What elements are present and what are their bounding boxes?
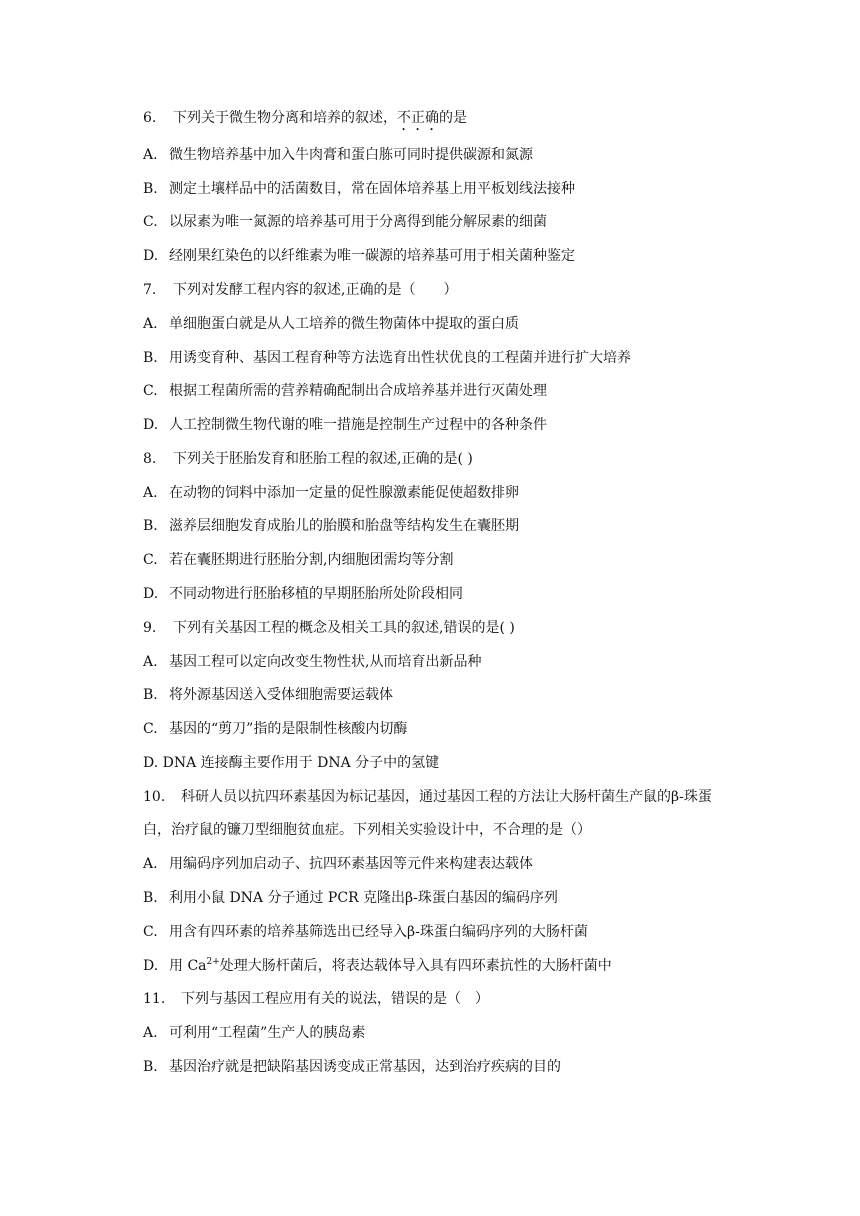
option-label: A.: [143, 147, 158, 163]
option-b: [143, 515, 823, 537]
question-stem-text: 下列关于微生物分离和培养的叙述，: [173, 110, 397, 126]
option-label: B.: [143, 687, 158, 703]
option-b: [143, 178, 823, 200]
option-text: 在动物的饲料中添加一定量的促性腺激素能促使超数排卵: [169, 485, 519, 501]
option-text: 将外源基因送入受体细胞需要运载体: [169, 687, 393, 703]
option-label: C.: [143, 924, 158, 940]
option-c: [143, 380, 823, 402]
question-stem-text: 下列对发酵工程内容的叙述,正确的是（ ）: [173, 282, 458, 298]
option-text: 经刚果红染色的以纤维素为唯一碳源的培养基可用于相关菌种鉴定: [169, 248, 575, 264]
option-text: DNA 连接酶主要作用于 DNA 分子中的氢键: [162, 755, 440, 771]
option-b: [143, 887, 823, 909]
option-label: C.: [143, 721, 158, 737]
option-label: B.: [143, 181, 158, 197]
option-text: 若在囊胚期进行胚胎分割,内细胞团需均等分割: [169, 552, 454, 568]
option-label: A.: [143, 485, 158, 501]
option-a: [143, 144, 823, 166]
option-text: 不同动物进行胚胎移植的早期胚胎所处阶段相同: [169, 586, 463, 602]
question-stem-text: 白，治疗鼠的镰刀型细胞贫血症。下列相关实验设计中，不合理的是（）: [143, 822, 591, 838]
option-text: 用诱变育种、基因工程育种等方法选育出性状优良的工程菌并进行扩大培养: [169, 350, 631, 366]
question-stem-text: 下列与基因工程应用有关的说法，错误的是（ ）: [181, 991, 489, 1007]
option-d: [143, 752, 823, 774]
option-text: 基因工程可以定向改变生物性状,从而培育出新品种: [169, 654, 482, 670]
option-a: [143, 853, 823, 875]
option-label: A.: [143, 316, 158, 332]
question-stem-text: 下列关于胚胎发育和胚胎工程的叙述,正确的是( ): [173, 451, 473, 467]
question-number: 7.: [143, 282, 157, 298]
question-10-stem-continued: [143, 819, 823, 841]
option-b: [143, 347, 823, 369]
option-b: [143, 1056, 823, 1078]
question-11-stem: [143, 988, 823, 1010]
option-label: D.: [143, 755, 159, 771]
option-d: [143, 245, 823, 267]
option-label: B.: [143, 1059, 158, 1075]
option-d: [143, 955, 823, 977]
question-number: 10.: [143, 789, 166, 805]
option-c: [143, 921, 823, 943]
question-number: 9.: [143, 620, 157, 636]
option-label: D.: [143, 586, 159, 602]
option-a: [143, 313, 823, 335]
question-stem-text: 的是: [439, 110, 467, 126]
option-label: A.: [143, 1025, 158, 1041]
option-label: D.: [143, 958, 159, 974]
option-c: [143, 549, 823, 571]
question-6-stem: [143, 107, 823, 134]
option-d: [143, 414, 823, 436]
option-text: 处理大肠杆菌后，将表达载体导入具有四环素抗性的大肠杆菌中: [219, 958, 612, 974]
option-c: [143, 718, 823, 740]
option-text: 利用小鼠 DNA 分子通过 PCR 克隆出β-珠蛋白基因的编码序列: [169, 890, 558, 906]
option-d: [143, 583, 823, 605]
option-text: 用 Ca: [169, 958, 207, 974]
question-9-stem: [143, 617, 823, 639]
question-stem-text: 科研人员以抗四环素基因为标记基因，通过基因工程的方法让大肠杆菌生产鼠的β-珠蛋: [181, 789, 712, 805]
option-text: 用编码序列加启动子、抗四环素基因等元件来构建表达载体: [169, 856, 533, 872]
option-label: A.: [143, 654, 158, 670]
option-label: D.: [143, 417, 159, 433]
option-text: 基因治疗就是把缺陷基因诱变成正常基因，达到治疗疾病的目的: [169, 1059, 561, 1075]
option-text: 滋养层细胞发育成胎儿的胎膜和胎盘等结构发生在囊胚期: [169, 518, 519, 534]
option-label: B.: [143, 518, 158, 534]
option-text: 微生物培养基中加入牛肉膏和蛋白胨可同时提供碳源和氮源: [169, 147, 533, 163]
option-text: 以尿素为唯一氮源的培养基可用于分离得到能分解尿素的细菌: [169, 214, 547, 230]
question-number: 11.: [143, 991, 166, 1007]
question-stem-text: 下列有关基因工程的概念及相关工具的叙述,错误的是( ): [173, 620, 515, 636]
question-8-stem: [143, 448, 823, 470]
option-text: 根据工程菌所需的营养精确配制出合成培养基并进行灭菌处理: [169, 383, 547, 399]
question-10-stem: [143, 786, 823, 808]
option-label: D.: [143, 248, 159, 264]
option-text: 可利用“工程菌”生产人的胰岛素: [169, 1025, 366, 1041]
option-text: 用含有四环素的培养基筛选出已经导入β-珠蛋白编码序列的大肠杆菌: [169, 924, 588, 940]
option-label: B.: [143, 350, 158, 366]
emphasized-text: 不正确: [397, 110, 439, 126]
option-label: A.: [143, 856, 158, 872]
option-text: 基因的“剪刀”指的是限制性核酸内切酶: [169, 721, 408, 737]
question-number: 6.: [143, 110, 157, 126]
question-7-stem: [143, 279, 823, 301]
option-a: [143, 651, 823, 673]
option-text: 单细胞蛋白就是从人工培养的微生物菌体中提取的蛋白质: [169, 316, 519, 332]
option-text: 人工控制微生物代谢的唯一措施是控制生产过程中的各种条件: [169, 417, 547, 433]
option-label: C.: [143, 214, 158, 230]
question-number: 8.: [143, 451, 157, 467]
superscript-charge: 2+: [206, 957, 220, 967]
option-label: C.: [143, 552, 158, 568]
option-a: [143, 482, 823, 504]
option-b: [143, 684, 823, 706]
option-c: [143, 211, 823, 233]
option-label: C.: [143, 383, 158, 399]
option-text: 测定土壤样品中的活菌数目，常在固体培养基上用平板划线法接种: [169, 181, 575, 197]
option-label: B.: [143, 890, 158, 906]
option-a: [143, 1022, 823, 1044]
